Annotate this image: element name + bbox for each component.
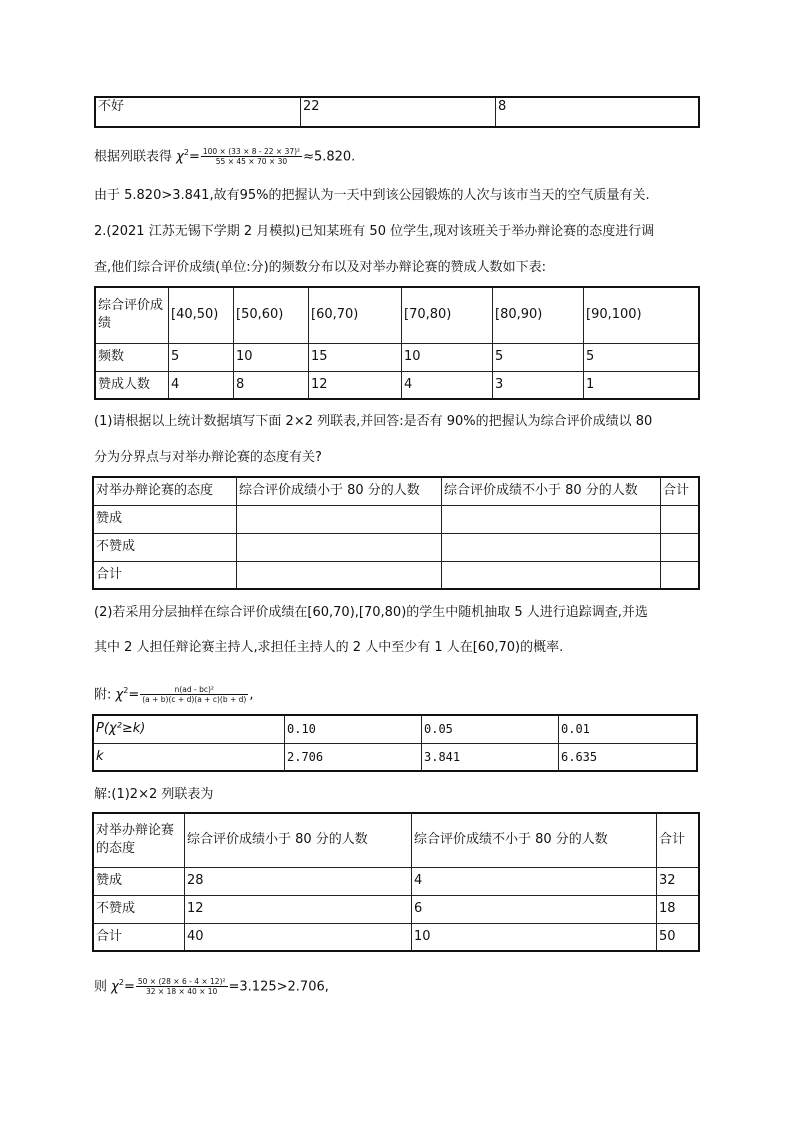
table-cell: 28 — [185, 867, 412, 895]
blank-cell[interactable] — [442, 505, 661, 533]
blank-cell[interactable] — [661, 561, 700, 589]
blank-cell[interactable] — [661, 505, 700, 533]
table-cell: 12 — [309, 371, 402, 399]
formula-var: χ — [115, 687, 124, 703]
table-row — [93, 477, 699, 505]
table-cell: 赞成人数 — [95, 371, 169, 399]
table-header-cell: [80,90) — [493, 287, 584, 343]
table-cell: 合计 — [93, 561, 237, 589]
table-row — [95, 287, 699, 343]
solution-table — [92, 812, 700, 952]
table-row — [93, 813, 699, 867]
question-2-line-2: 查,他们综合评价成绩(单位:分)的频数分布以及对举办辩论赛的赞成人数如下表: — [94, 260, 547, 275]
table-header-cell: 对举办辩论赛的态度 — [93, 813, 185, 867]
table-row — [93, 923, 699, 951]
chi2-result: =3.125>2.706, — [228, 979, 329, 995]
table-cell: 3.841 — [422, 743, 559, 771]
table-row — [93, 561, 699, 589]
chi2-sup: 2 — [118, 978, 124, 987]
table-cell: 50 — [657, 923, 700, 951]
chi-square-calculation-1 — [94, 143, 355, 167]
formula-suffix: , — [249, 687, 254, 703]
conclusion-1: 由于 5.820>3.841,故有95%的把握认为一天中到该公园锻炼的人次与该市当天的空气质量有关. — [94, 188, 650, 203]
table-header-cell: [40,50) — [169, 287, 234, 343]
formula-numerator: n(ad - bc)² — [140, 685, 248, 695]
formula-prefix: 附: — [94, 687, 116, 703]
table-cell: 10 — [402, 343, 493, 371]
table-row — [93, 895, 699, 923]
table-row — [95, 97, 699, 127]
blank-cell[interactable] — [442, 533, 661, 561]
table-header-cell: 综合评价成绩小于 80 分的人数 — [185, 813, 412, 867]
blank-cell[interactable] — [661, 533, 700, 561]
chi-square-calculation-2 — [94, 973, 329, 997]
table-row — [93, 867, 699, 895]
chi-square-formula — [94, 681, 253, 705]
table-cell: 40 — [185, 923, 412, 951]
chi1-sup: 2 — [183, 148, 189, 157]
blank-cell[interactable] — [237, 505, 442, 533]
chi2-numerator: 50 × (28 × 6 - 4 × 12)² — [137, 977, 226, 987]
part-1-line-2: 分为分界点与对举办辩论赛的态度有关? — [94, 450, 322, 465]
chi2-prefix: 则 — [94, 979, 112, 995]
table-cell: 0.01 — [559, 715, 698, 743]
table-cell: 6.635 — [559, 743, 698, 771]
table-header-cell: [50,60) — [234, 287, 309, 343]
table-row — [93, 505, 699, 533]
table-header-cell: 合计 — [657, 813, 700, 867]
blank-cell[interactable] — [237, 561, 442, 589]
solution-intro: 解:(1)2×2 列联表为 — [94, 787, 214, 802]
table-header-cell: 合计 — [661, 477, 700, 505]
table-header-cell: 综合评价成绩不小于 80 分的人数 — [442, 477, 661, 505]
frequency-table — [94, 286, 700, 400]
table-row — [93, 743, 697, 771]
blank-contingency-table — [92, 476, 700, 590]
table-cell: 赞成 — [93, 867, 185, 895]
formula-fraction — [140, 685, 248, 704]
table-header-cell: 综合评价成绩不小于 80 分的人数 — [412, 813, 657, 867]
table-cell: 10 — [412, 923, 657, 951]
chi1-result: ≈5.820. — [303, 149, 356, 165]
table-cell: 1 — [584, 371, 700, 399]
table-cell: 18 — [657, 895, 700, 923]
table-cell: 2.706 — [285, 743, 422, 771]
table-cell: 4 — [412, 867, 657, 895]
chi1-prefix: 根据列联表得 — [94, 149, 177, 165]
table-cell: 4 — [402, 371, 493, 399]
table-header-cell: [70,80) — [402, 287, 493, 343]
table-cell: 6 — [412, 895, 657, 923]
top-table — [94, 96, 700, 128]
table-header-cell: 综合评价成绩 — [95, 287, 169, 343]
part-2-line-1: (2)若采用分层抽样在综合评价成绩在[60,70),[70,80)的学生中随机抽取 5 人进行追踪调查,并选 — [94, 605, 648, 620]
chi2-var: χ — [111, 979, 119, 995]
table-header-cell: [90,100) — [584, 287, 700, 343]
table-cell: 赞成 — [93, 505, 237, 533]
table-cell: 32 — [657, 867, 700, 895]
table-cell: 12 — [185, 895, 412, 923]
table-cell: 0.05 — [422, 715, 559, 743]
chi2-fraction — [136, 977, 228, 996]
table-row — [93, 533, 699, 561]
chi1-fraction — [201, 147, 302, 166]
table-cell: 0.10 — [285, 715, 422, 743]
table-cell: 不赞成 — [93, 895, 185, 923]
question-2-line-1: 2.(2021 江苏无锡下学期 2 月模拟)已知某班有 50 位学生,现对该班关于举办辩论赛的态度进行调 — [94, 224, 655, 239]
table-row — [93, 715, 697, 743]
table-cell: P(χ²≥k) — [93, 715, 285, 743]
chi1-var: χ — [176, 149, 184, 165]
table-cell: 5 — [584, 343, 700, 371]
table-cell: 合计 — [93, 923, 185, 951]
table-cell: 10 — [234, 343, 309, 371]
chi2-denominator: 32 × 18 × 40 × 10 — [146, 987, 218, 997]
table-header-cell: [60,70) — [309, 287, 402, 343]
table-header-cell: 对举办辩论赛的态度 — [93, 477, 237, 505]
blank-cell[interactable] — [442, 561, 661, 589]
table-cell: 22 — [301, 97, 496, 127]
table-row — [95, 371, 699, 399]
chi1-eq: = — [188, 149, 200, 165]
formula-eq: = — [128, 687, 140, 703]
formula-denominator: (a + b)(c + d)(a + c)(b + d) — [142, 695, 247, 705]
formula-sup: 2 — [123, 686, 129, 695]
table-cell: 8 — [496, 97, 700, 127]
table-cell: 4 — [169, 371, 234, 399]
table-cell: 频数 — [95, 343, 169, 371]
critical-value-table — [92, 714, 698, 772]
table-header-cell: 综合评价成绩小于 80 分的人数 — [237, 477, 442, 505]
table-row — [95, 343, 699, 371]
table-cell: 5 — [493, 343, 584, 371]
table-cell: 不赞成 — [93, 533, 237, 561]
table-cell: 8 — [234, 371, 309, 399]
table-cell: 5 — [169, 343, 234, 371]
chi1-numerator: 100 × (33 × 8 - 22 × 37)² — [202, 147, 301, 157]
table-cell: 不好 — [95, 97, 301, 127]
blank-cell[interactable] — [237, 533, 442, 561]
table-cell: k — [93, 743, 285, 771]
table-cell: 15 — [309, 343, 402, 371]
part-2-line-2: 其中 2 人担任辩论赛主持人,求担任主持人的 2 人中至少有 1 人在[60,70)的概率. — [94, 640, 564, 655]
chi1-denominator: 55 × 45 × 70 × 30 — [215, 157, 288, 167]
part-1-line-1: (1)请根据以上统计数据填写下面 2×2 列联表,并回答:是否有 90%的把握认为综合评价成绩以 80 — [94, 414, 653, 429]
table-cell: 3 — [493, 371, 584, 399]
chi2-eq: = — [123, 979, 135, 995]
